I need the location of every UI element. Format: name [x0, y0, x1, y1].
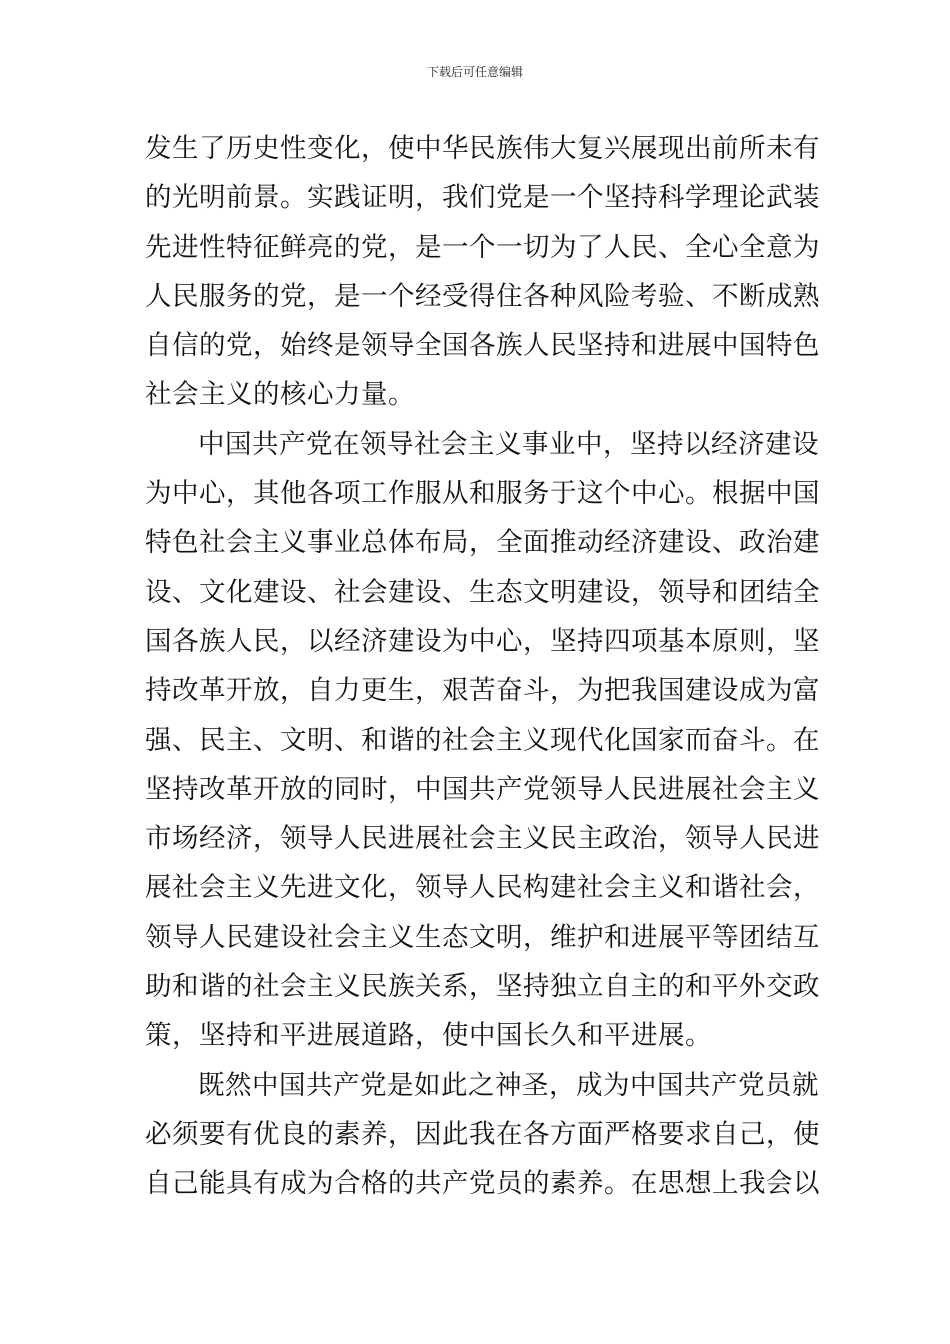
text-line: 强、民主、文明、和谐的社会主义现代化国家而奋斗。在 [145, 724, 820, 756]
text-line: 人民服务的党，是一个经受得住各种风险考验、不断成熟 [145, 280, 820, 312]
text-line: 社会主义的核心力量。 [145, 379, 415, 411]
paragraph-1 [145, 124, 820, 420]
text-line: 助和谐的社会主义民族关系，坚持独立自主的和平外交政 [145, 971, 820, 1003]
text-line: 既然中国共产党是如此之神圣，成为中国共产党员就 [198, 1069, 819, 1101]
text-line: 国各族人民，以经济建设为中心，坚持四项基本原则，坚 [145, 625, 820, 657]
text-line: 自己能具有成为合格的共产党员的素养。在思想上我会以 [145, 1168, 820, 1200]
text-line: 展社会主义先进文化，领导人民构建社会主义和谐社会， [145, 872, 820, 904]
text-line: 市场经济，领导人民进展社会主义民主政治，领导人民进 [145, 823, 820, 855]
paragraph-2 [145, 420, 820, 1061]
text-line: 领导人民建设社会主义生态文明，维护和进展平等团结互 [145, 921, 820, 953]
text-line: 持改革开放，自力更生，艰苦奋斗，为把我国建设成为富 [145, 675, 820, 707]
text-line: 策，坚持和平进展道路，使中国长久和平进展。 [145, 1020, 712, 1052]
text-line: 发生了历史性变化，使中华民族伟大复兴展现出前所未有 [145, 133, 820, 164]
text-line: 必须要有优良的素养，因此我在各方面严格要求自己，使 [145, 1118, 820, 1150]
document-body [145, 124, 820, 1209]
text-line: 坚持改革开放的同时，中国共产党领导人民进展社会主义 [145, 773, 820, 805]
text-line: 设、文化建设、社会建设、生态文明建设，领导和团结全 [145, 576, 820, 608]
page-header: 下载后可任意编辑 [426, 65, 523, 79]
text-line: 先进性特征鲜亮的党，是一个一切为了人民、全心全意为 [145, 231, 820, 263]
text-line: 的光明前景。实践证明，我们党是一个坚持科学理论武装 [145, 182, 820, 214]
text-line: 中国共产党在领导社会主义事业中，坚持以经济建设 [198, 428, 819, 460]
text-line: 自信的党，始终是领导全国各族人民坚持和进展中国特色 [145, 330, 820, 362]
text-line: 特色社会主义事业总体布局，全面推动经济建设、政治建 [145, 527, 820, 559]
text-line: 为中心，其他各项工作服从和服务于这个中心。根据中国 [145, 478, 820, 510]
paragraph-3 [145, 1061, 820, 1209]
